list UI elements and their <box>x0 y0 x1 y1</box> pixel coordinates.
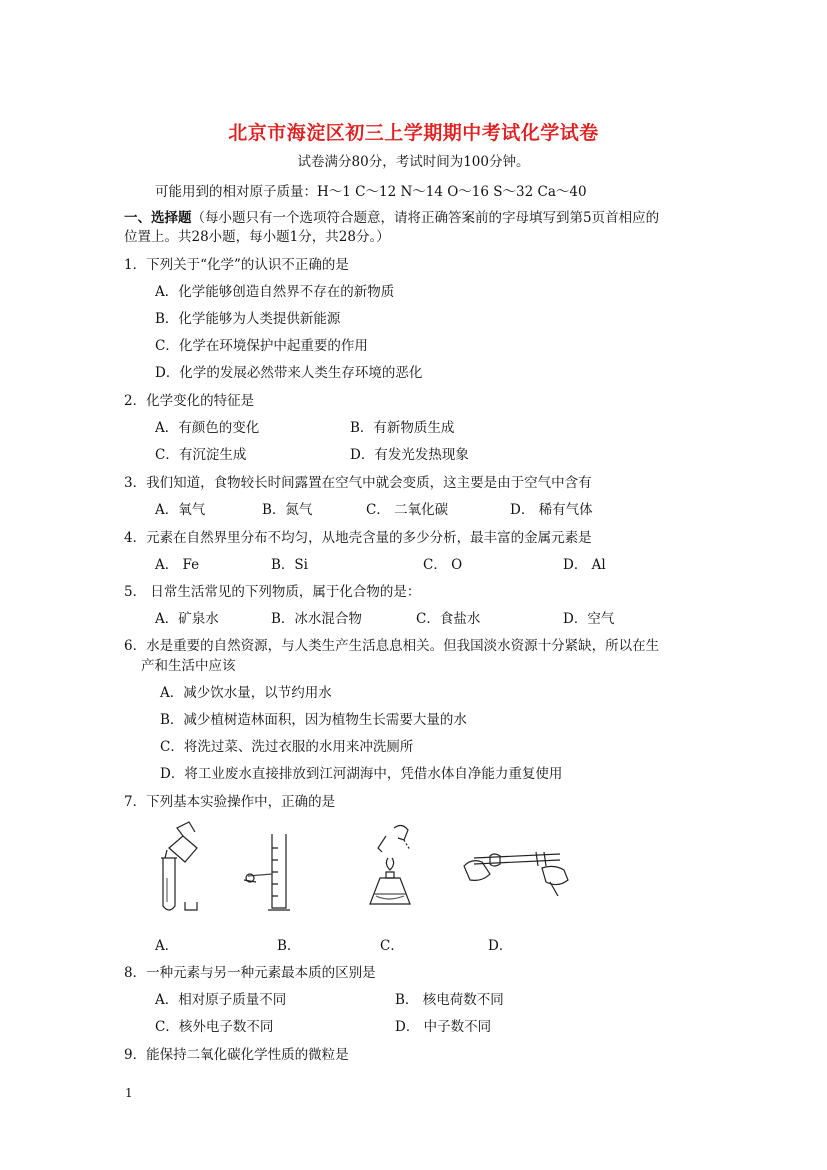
q1-option-c: C．化学在环境保护中起重要的作用 <box>155 338 368 354</box>
atomic-masses: 可能用到的相对原子质量：H～1 C～12 N～14 O～16 S～32 Ca～40 <box>155 184 587 200</box>
q8-option-b: B． 核电荷数不同 <box>395 992 504 1008</box>
q6-option-a: A．减少饮水量，以节约用水 <box>160 685 332 701</box>
q2-option-a: A．有颜色的变化 <box>155 420 260 436</box>
q1-option-b: B．化学能够为人类提供新能源 <box>155 311 341 327</box>
exam-title: 北京市海淀区初三上学期期中考试化学试卷 <box>228 122 599 144</box>
q5-option-d: D．空气 <box>563 611 615 627</box>
q8-stem: 8．一种元素与另一种元素最本质的区别是 <box>124 965 376 981</box>
section-desc-1: （每小题只有一个选项符合题意，请将正确答案前的字母填写到第5页首相应的 <box>191 210 660 226</box>
q7-stem: 7．下列基本实验操作中，正确的是 <box>124 794 336 810</box>
q4-option-b: B．Si <box>271 557 308 573</box>
section-desc-2: 位置上。共28小题，每小题1分，共28分。） <box>124 229 390 245</box>
q5-stem: 5． 日常生活常见的下列物质，属于化合物的是： <box>124 584 421 600</box>
figure-graduated-cylinder <box>238 818 298 918</box>
section-heading-line1 <box>124 206 659 226</box>
section-heading: 一、选择题 <box>124 210 192 226</box>
q5-option-c: C．食盐水 <box>416 611 481 627</box>
q1-stem: 1．下列关于“化学”的认识不正确的是 <box>124 257 349 273</box>
q2-option-c: C．有沉淀生成 <box>155 447 247 463</box>
q4-stem: 4．元素在自然界里分布不均匀，从地壳含量的多少分析，最丰富的金属元素是 <box>124 530 592 546</box>
q2-stem: 2．化学变化的特征是 <box>124 393 255 409</box>
q6-stem-1: 6．水是重要的自然资源，与人类生产生活息息相关。但我国淡水资源十分紧缺，所以在生 <box>124 638 660 654</box>
q3-option-b: B．氮气 <box>262 502 313 518</box>
q6-stem-2: 产和生活中应该 <box>141 658 236 674</box>
figure-test-tube-holder <box>460 818 575 918</box>
q6-option-c: C．将洗过菜、洗过衣服的水用来冲洗厕所 <box>160 739 414 755</box>
q4-option-d: D． Al <box>563 557 606 573</box>
q1-option-d: D．化学的发展必然带来人类生存环境的恶化 <box>155 365 423 381</box>
page-number: 1 <box>125 1086 133 1100</box>
q8-option-c: C．核外电子数不同 <box>155 1019 274 1035</box>
q3-option-a: A．氧气 <box>155 502 206 518</box>
q5-option-b: B．冰水混合物 <box>271 611 362 627</box>
q3-stem: 3．我们知道，食物较长时间露置在空气中就会变质，这主要是由于空气中含有 <box>124 475 592 491</box>
q2-option-d: D．有发光发热现象 <box>350 447 469 463</box>
q4-option-c: C． O <box>423 557 463 573</box>
q7-option-c: C． <box>380 938 404 954</box>
q4-option-a: A． Fe <box>155 557 200 573</box>
q7-option-a: A． <box>155 938 179 954</box>
q6-option-d: D．将工业废水直接排放到江河湖海中，凭借水体自净能力重复使用 <box>160 766 563 782</box>
q2-option-b: B．有新物质生成 <box>350 420 455 436</box>
figure-alcohol-lamp <box>358 818 428 918</box>
q8-option-d: D． 中子数不同 <box>395 1019 492 1035</box>
q6-option-b: B．减少植树造林面积，因为植物生长需要大量的水 <box>160 712 467 728</box>
q5-option-a: A．矿泉水 <box>155 611 219 627</box>
q3-option-c: C． 二氧化碳 <box>366 502 449 518</box>
q7-option-d: D． <box>488 938 513 954</box>
q9-stem: 9．能保持二氧化碳化学性质的微粒是 <box>124 1047 349 1063</box>
exam-subtitle: 试卷满分80分，考试时间为100分钟。 <box>297 154 530 170</box>
q8-option-a: A．相对原子质量不同 <box>155 992 287 1008</box>
q7-option-b: B． <box>277 938 301 954</box>
q1-option-a: A．化学能够创造自然界不存在的新物质 <box>155 284 395 300</box>
figure-pouring-liquid <box>155 818 215 918</box>
q3-option-d: D． 稀有气体 <box>510 502 593 518</box>
